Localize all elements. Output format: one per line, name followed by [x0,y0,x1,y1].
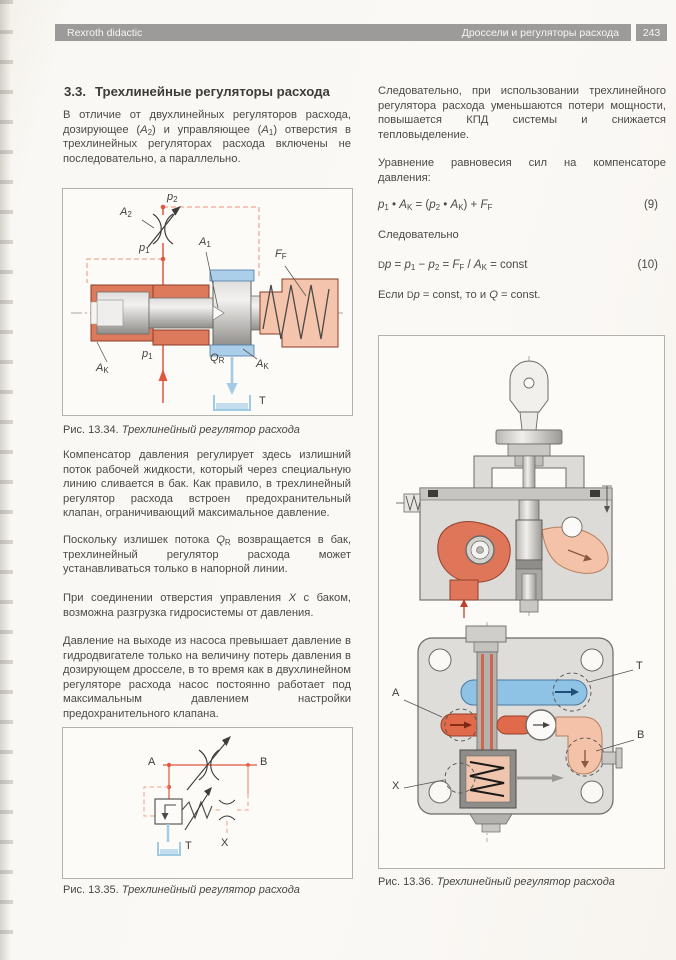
variable-throttle-symbol [148,206,181,247]
paragraph: Поскольку излишек потока $Q_R$ возвращается в бак, трехлинейный регулятор расхода может устанавливаться только в напорной линии. [63,534,351,576]
paragraph: При соединении отверстия управления X с баком, возможна разгрузка гидросистемы от давления. [63,592,351,619]
label-A2: $A_2$ [120,206,132,219]
label-QR: $Q_R$ [210,352,225,365]
equation-10-body: $Dp = p_1 - p_2 = F_F / A_K$ = const [378,259,528,272]
section-title [64,84,352,99]
figure-13-36-caption [378,876,615,888]
equation-9-number: (9) [643,199,658,211]
label-FF: $F_F$ [275,248,287,261]
binding-edge-artifact [0,0,13,960]
label-AK-left: $A_K$ [96,362,109,375]
figure-13-34 [62,188,353,416]
label-p2: $p_2$ [167,191,178,204]
label-p1-bottom: $p_1$ [142,348,153,361]
label-X: X [392,780,400,792]
caption-title: Трехлинейный регулятор расхода [436,876,615,888]
header-bar [55,24,631,41]
valve-section-lower [418,622,622,842]
figure-13-35-caption [63,884,300,896]
label-p1-top: $p_1$ [139,242,150,255]
text-between-equations: Следовательно [378,229,459,241]
label-A: A [148,756,156,768]
page-number: 243 [642,26,661,39]
label-B: B [260,756,268,768]
paragraph: Если Dp = const, то и Q = const. [378,289,541,301]
figure-13-36 [378,335,665,869]
equation-9 [378,199,658,211]
tank-symbol [158,824,180,855]
label-T: T [259,395,266,407]
equation-10 [378,259,658,271]
label-T: T [636,660,643,672]
three-way-flow-regulator-schematic [63,189,350,413]
spring-housing [260,279,338,347]
caption-prefix: Рис. 13.36. [378,876,434,888]
paragraph: Давление на выходе из насоса превышает давление в гидродвигателе только на величину потерь давления в дозирующем дросселе, в то время как в двухлинейном регуляторе расхода насос постоянно работает под максимальным давлением настройки предохранительного клапана. [63,635,351,720]
equation-10-number: (10) [637,259,658,271]
label-A: A [392,687,400,699]
label-A1: $A_1$ [199,236,211,249]
paragraph: В отличие от двухлинейных регуляторов расхода, дозирующее $(A_2)$ и управляющее $(A_1)$ отверстия в трехлинейных регуляторах расхода включены не последовательно, а параллельно. [63,109,351,165]
label-T: T [185,840,192,852]
figure-13-34-caption [63,424,300,436]
valve-cutaway-illustration [379,336,662,866]
paragraph: Компенсатор давления регулирует здесь излишний поток рабочей жидкости, который через специальную линию сливается в бак. Как правило, в трехлинейный регулятор расхода встроен предохранительный клапан, ограничивающий максимальное давление. [63,449,351,520]
paragraph: Уравнение равновесия сил на компенсаторе давления: [378,157,666,184]
figure-13-35 [62,727,353,879]
caption-title: Трехлинейный регулятор расхода [121,424,300,436]
header-brand: Rexroth didactic [67,26,143,39]
hydraulic-circuit-symbol-schematic [63,728,350,876]
valve-body [91,270,260,356]
label-AK-right: $A_K$ [256,358,269,371]
variable-throttle-symbol [187,736,231,790]
fixed-orifice-symbol [219,800,235,820]
caption-prefix: Рис. 13.34. [63,424,119,436]
page-number-badge [636,24,667,41]
header-chapter-title: Дроссели и регуляторы расхода [461,26,619,39]
label-B: B [637,729,645,741]
caption-prefix: Рис. 13.35. [63,884,119,896]
equation-9-body: $p_1$ • $A_K = (p_2$ • $A_K) + F_F$ [378,199,493,212]
pressure-relief-valve-symbol [155,787,212,830]
label-X: X [221,837,229,849]
caption-title: Трехлинейный регулятор расхода [121,884,300,896]
paragraph: Следовательно, при использовании трехлинейного регулятора расхода уменьшаются потери мощности, повышается КПД системы и снижается тепловыделение. [378,85,666,141]
main-line-red [163,763,257,799]
valve-section-upper [396,356,612,618]
section-title-text: Трехлинейные регуляторы расхода [95,84,330,99]
section-number: 3.3. [64,84,86,99]
